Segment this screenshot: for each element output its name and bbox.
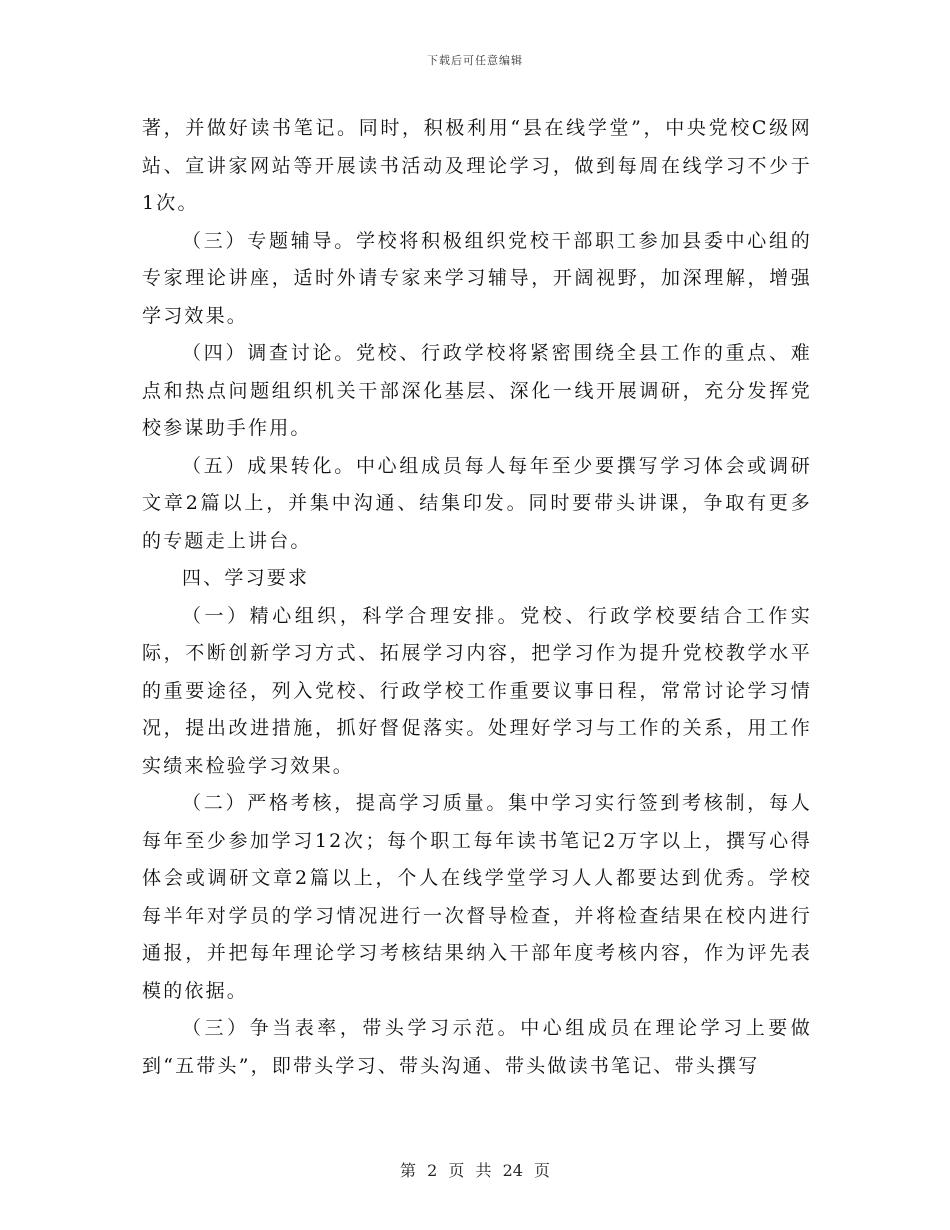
paragraph-7: （三）争当表率，带头学习示范。中心组成员在理论学习上要做到“五带头”，即带头学习、带头沟通、带头做读书笔记、带头撰写 [142, 1017, 812, 1077]
page-footer [0, 1158, 950, 1181]
footer-prefix: 第 [399, 1161, 416, 1180]
footer-total-word: 共 [475, 1161, 492, 1180]
paragraph-3: （四）调查讨论。党校、行政学校将紧密围绕全县工作的重点、难点和热点问题组织机关干部深化基层、深化一线开展调研，充分发挥党校参谋助手作用。 [142, 342, 812, 439]
page-header-note: 下载后可任意编辑 [427, 54, 523, 67]
section-heading: 四、学习要求 [182, 567, 310, 589]
document-body [142, 110, 812, 1085]
paragraph-5: （一）精心组织，科学合理安排。党校、行政学校要结合工作实际，不断创新学习方式、拓展学习内容，把学习作为提升党校教学水平的重要途径，列入党校、行政学校工作重要议事日程，常常讨论学习情况，提出改进措施，抓好督促落实。处理好学习与工作的关系，用工作实绩来检验学习效果。 [142, 604, 812, 777]
footer-suffix: 页 [534, 1161, 551, 1180]
footer-page-number: 2 [427, 1161, 438, 1180]
paragraph-6: （二）严格考核，提高学习质量。集中学习实行签到考核制，每人每年至少参加学习12次；每个职工每年读书笔记2万字以上，撰写心得体会或调研文章2篇以上，个人在线学堂学习人人都要达到优秀。学校每半年对学员的学习情况进行一次督导检查，并将检查结果在校内进行通报，并把每年理论学习考核结果纳入干部年度考核内容，作为评先表模的依据。 [142, 792, 812, 1002]
paragraph-4: （五）成果转化。中心组成员每人每年至少要撰写学习体会或调研文章2篇以上，并集中沟通、结集印发。同时要带头讲课，争取有更多的专题走上讲台。 [142, 454, 812, 552]
footer-page-word: 页 [448, 1161, 465, 1180]
footer-total-pages: 24 [502, 1161, 523, 1180]
paragraph-1: 著，并做好读书笔记。同时，积极利用“县在线学堂”，中央党校C级网站、宣讲家网站等开展读书活动及理论学习，做到每周在线学习不少于1次。 [142, 117, 812, 214]
paragraph-2: （三）专题辅导。学校将积极组织党校干部职工参加县委中心组的专家理论讲座，适时外请专家来学习辅导，开阔视野，加深理解，增强学习效果。 [142, 229, 812, 327]
